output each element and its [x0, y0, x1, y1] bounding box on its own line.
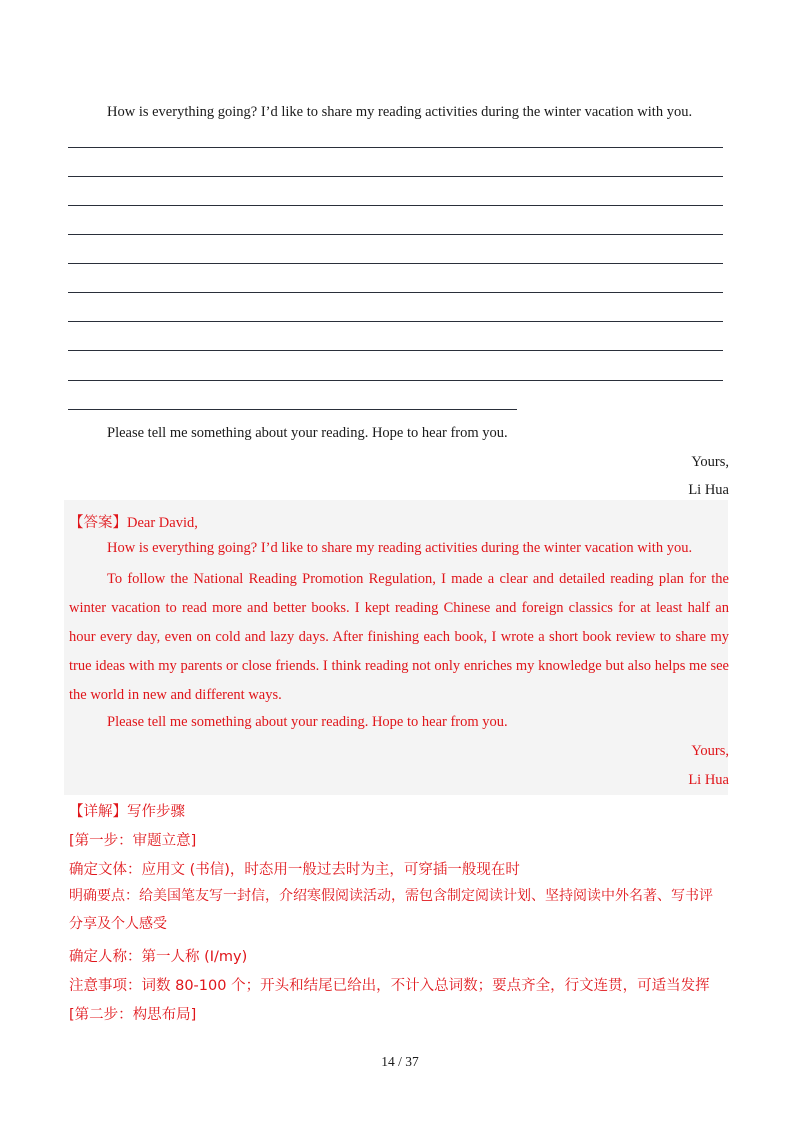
writing-line [68, 205, 723, 206]
answer-yours: Yours, [691, 743, 729, 759]
writing-line [68, 321, 723, 322]
writing-line [68, 380, 723, 381]
detail-title: 【详解】写作步骤 [69, 804, 185, 820]
letter-name: Li Hua [688, 482, 729, 498]
letter-closing: Please tell me something about your reading. Hope to hear from you. [107, 425, 508, 441]
answer-salutation: Dear David, [127, 515, 198, 531]
writing-line [68, 176, 723, 177]
answer-body-text: To follow the National Reading Promotion Regulation, I made a clear and detailed reading plan for the winter vacation to read more and better books. I kept reading Chinese and foreign classics for at least half an hour every day, even on cold and lazy days. After finishing each book, I wrote a short book review to share my true ideas with my parents or close friends. I think reading not only enriches my knowledge but also helps me see the world in new and different ways. [69, 571, 729, 703]
page-number: 14 / 37 [381, 1054, 419, 1069]
detail-genre: 确定文体：应用文 (书信)，时态用一般过去时为主，可穿插一般现在时 [69, 862, 520, 878]
detail-person: 确定人称：第一人称 (I/my) [69, 949, 248, 965]
writing-line [68, 409, 517, 410]
answer-line1: How is everything going? I’d like to share my reading activities during the winter vacation with you. [107, 540, 693, 556]
answer-tag: 【答案】 [69, 515, 127, 531]
writing-line [68, 234, 723, 235]
writing-line [68, 147, 723, 148]
writing-line [68, 350, 723, 351]
detail-notes: 注意事项：词数 80-100 个；开头和结尾已给出，不计入总词数；要点齐全，行文连贯，可适当发挥 [69, 978, 710, 994]
writing-line [68, 263, 723, 264]
answer-closing: Please tell me something about your reading. Hope to hear from you. [107, 714, 508, 730]
detail-points: 明确要点：给美国笔友写一封信，介绍寒假阅读活动，需包含制定阅读计划、坚持阅读中外名著、写书评分享及个人感受 [69, 888, 713, 932]
answer-heading [69, 511, 198, 532]
writing-line [68, 292, 723, 293]
detail-step2: [第二步：构思布局] [69, 1007, 197, 1023]
answer-name: Li Hua [688, 772, 729, 788]
detail-step1: [第一步：审题立意] [69, 833, 197, 849]
letter-intro: How is everything going? I’d like to share my reading activities during the winter vacation with you. [107, 104, 693, 120]
answer-body [69, 565, 729, 710]
letter-yours: Yours, [691, 454, 729, 470]
